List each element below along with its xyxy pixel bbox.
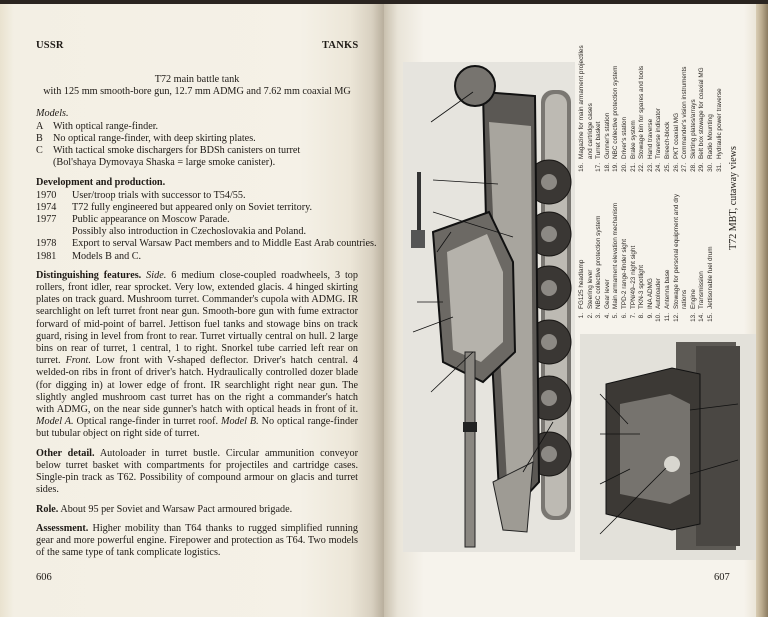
legend-item: 19. NBC collective protection system <box>612 65 620 172</box>
tank-front-cutaway-illustration <box>580 334 756 560</box>
legend-item: 2. Steering lever <box>586 269 594 319</box>
legend-item: 31. Hydraulic power traverse <box>715 88 723 172</box>
timeline-item: 1981 Models B and C. <box>36 250 142 262</box>
assessment: Assessment. Higher mobility than T64 thanks to rugged simplified running gear and more powerful engine. Firepower and protection as T64. Two models of the same type of tank complicate logistics. <box>36 522 358 559</box>
timeline-item: 1977 Public appearance on Moscow Parade. <box>36 214 230 226</box>
legend-item: 21. Brake system <box>629 120 637 172</box>
front-cutaway-diagram <box>580 334 756 560</box>
model-item: A With optical range-finder. <box>36 120 159 132</box>
legend-item: 14. Transmission <box>698 271 706 322</box>
entry-title: T72 main battle tank <box>154 74 240 85</box>
legend-item: 28. Skirting plates/arrays <box>689 99 697 172</box>
role: Role. About 95 per Soviet and Warsaw Pact armoured brigade. <box>36 503 293 515</box>
legend-item: 4. Gear lever <box>603 279 611 319</box>
entry-subtitle: with 125 mm smooth-bore gun, 12.7 mm ADMG and 7.62 mm coaxial MG <box>43 86 351 98</box>
legend-item: 11. Antenna base <box>663 269 671 322</box>
model-item: C With tactical smoke dischargers for BDSh canisters on turret <box>36 145 301 157</box>
side-cutaway-diagram <box>403 62 575 552</box>
legend-item: 8. TKN-3 spotlight <box>638 264 646 319</box>
entry-body <box>36 74 377 559</box>
legend-item: 22. Stowage bin for spares and tools <box>638 65 646 172</box>
timeline-item: 1978 Export to serval Warsaw Pact members and to Middle East Arab countries. <box>36 238 377 250</box>
legend-item: 23. Hand traverse <box>646 118 654 172</box>
legend-item: 20. Driver's station <box>620 116 628 172</box>
legend-item: 26. PKT coaxial MG <box>672 112 680 172</box>
development-heading: Development and production. <box>36 177 166 189</box>
legend-item: 16. Magazine for main armament projectiles and cartridge cases <box>578 45 594 172</box>
models-heading: Models. <box>36 108 69 120</box>
model-item: B No optical range-finder, with deep skirting plates. <box>36 132 256 144</box>
legend-item: 10. Autoloader <box>655 278 663 322</box>
other-detail: Other detail. Autoloader in turret bustle. Circular ammunition conveyor below turret basket with compartments for projectiles and cartridge cases. Single-pin track as T62. Possibility of compound armour on glacis and turret sides. <box>36 447 358 496</box>
legend-item: 6. TPD-2 range-finder sight <box>620 239 628 319</box>
legend-column-1 <box>578 186 716 326</box>
legend-item: 1. FG125 headlamp <box>578 259 585 319</box>
legend-item: 13. Engine <box>689 289 697 322</box>
timeline-item: 1970 User/troop trials with successor to T54/55. <box>36 189 246 201</box>
page-number-right: 607 <box>714 572 730 583</box>
book-edge <box>756 4 768 617</box>
tank-side-cutaway-illustration <box>403 62 575 552</box>
legend-item: 29. Belt box stowage for coaxial MG <box>698 67 706 172</box>
distinguishing-features: Distinguishing features. Side. 6 medium close-coupled roadwheels, 3 top rollers, front idler, rear sprocket. Very low, extended glacis. 4 hinged skirting plates on track guard. Mushroom turret. Commander's cupola with ADMG. IR searchlight on left turret front near gun. Smooth-bore gun with fume extractor forward of mid-point of barrel. Jettison fuel tanks and stowage bins on track guard, rising in level from front to rear. Turret virtually central on hull. 2 large bins on rear of turret, 1 central, 1 to right. Snorkel tube carried left rear on turret. Front. Low front with V-shaped deflector. Driver's hatch central. 4 welded-on ribs in front of driver's hatch. Hydraulically controlled dozer blade (for digging in) at lower edge of front. IR searchlight right near gun. The slightly angled mushroom cast turret has on the right a commander's hatch with ADMG, on the near side gunner's hatch with optical heads in front of it. Model A. Optical range-finder in turret roof. Model B. No optical range-finder but tubular object on right side of turret. <box>36 269 358 440</box>
legend-item: 24. Traverse indicator <box>655 108 663 172</box>
legend-item: 25. Breech-block <box>663 121 671 172</box>
legend-item: 5. Main armament elevation mechanism <box>612 202 620 319</box>
timeline-item: 1974 T72 fully engineered but appeared only on Soviet territory. <box>36 201 313 213</box>
legend-column-2 <box>578 36 724 176</box>
figure-caption: T72 MBT, cutaway views <box>728 146 739 250</box>
timeline-item-continuation: Possibly also introduction in Czechoslovakia and Poland. <box>72 226 307 238</box>
legend-item: 7. TPN/49–23 night sight <box>629 245 637 319</box>
legend-item: 9. INA ADMG <box>646 278 654 319</box>
page-number-left: 606 <box>36 572 52 583</box>
running-head-section: TANKS <box>322 40 359 51</box>
diagram-legend <box>576 36 736 326</box>
legend-item: 15. Jettisonable fuel drum <box>706 246 714 322</box>
model-item-continuation: (Bol'shaya Dymovaya Shaska = large smoke canister). <box>53 157 276 169</box>
legend-item: 30. Radio Mounting <box>706 114 714 172</box>
legend-item: 17. Turret basket <box>595 121 603 172</box>
legend-item: 18. Gunner's station <box>603 112 611 172</box>
running-head-country: USSR <box>36 40 64 51</box>
legend-item: 3. NBC collective protection system <box>595 215 603 319</box>
legend-item: 27. Commander's vision instruments <box>681 66 689 172</box>
legend-item: 12. Stowage for personal equipment and dry rations <box>672 193 689 322</box>
